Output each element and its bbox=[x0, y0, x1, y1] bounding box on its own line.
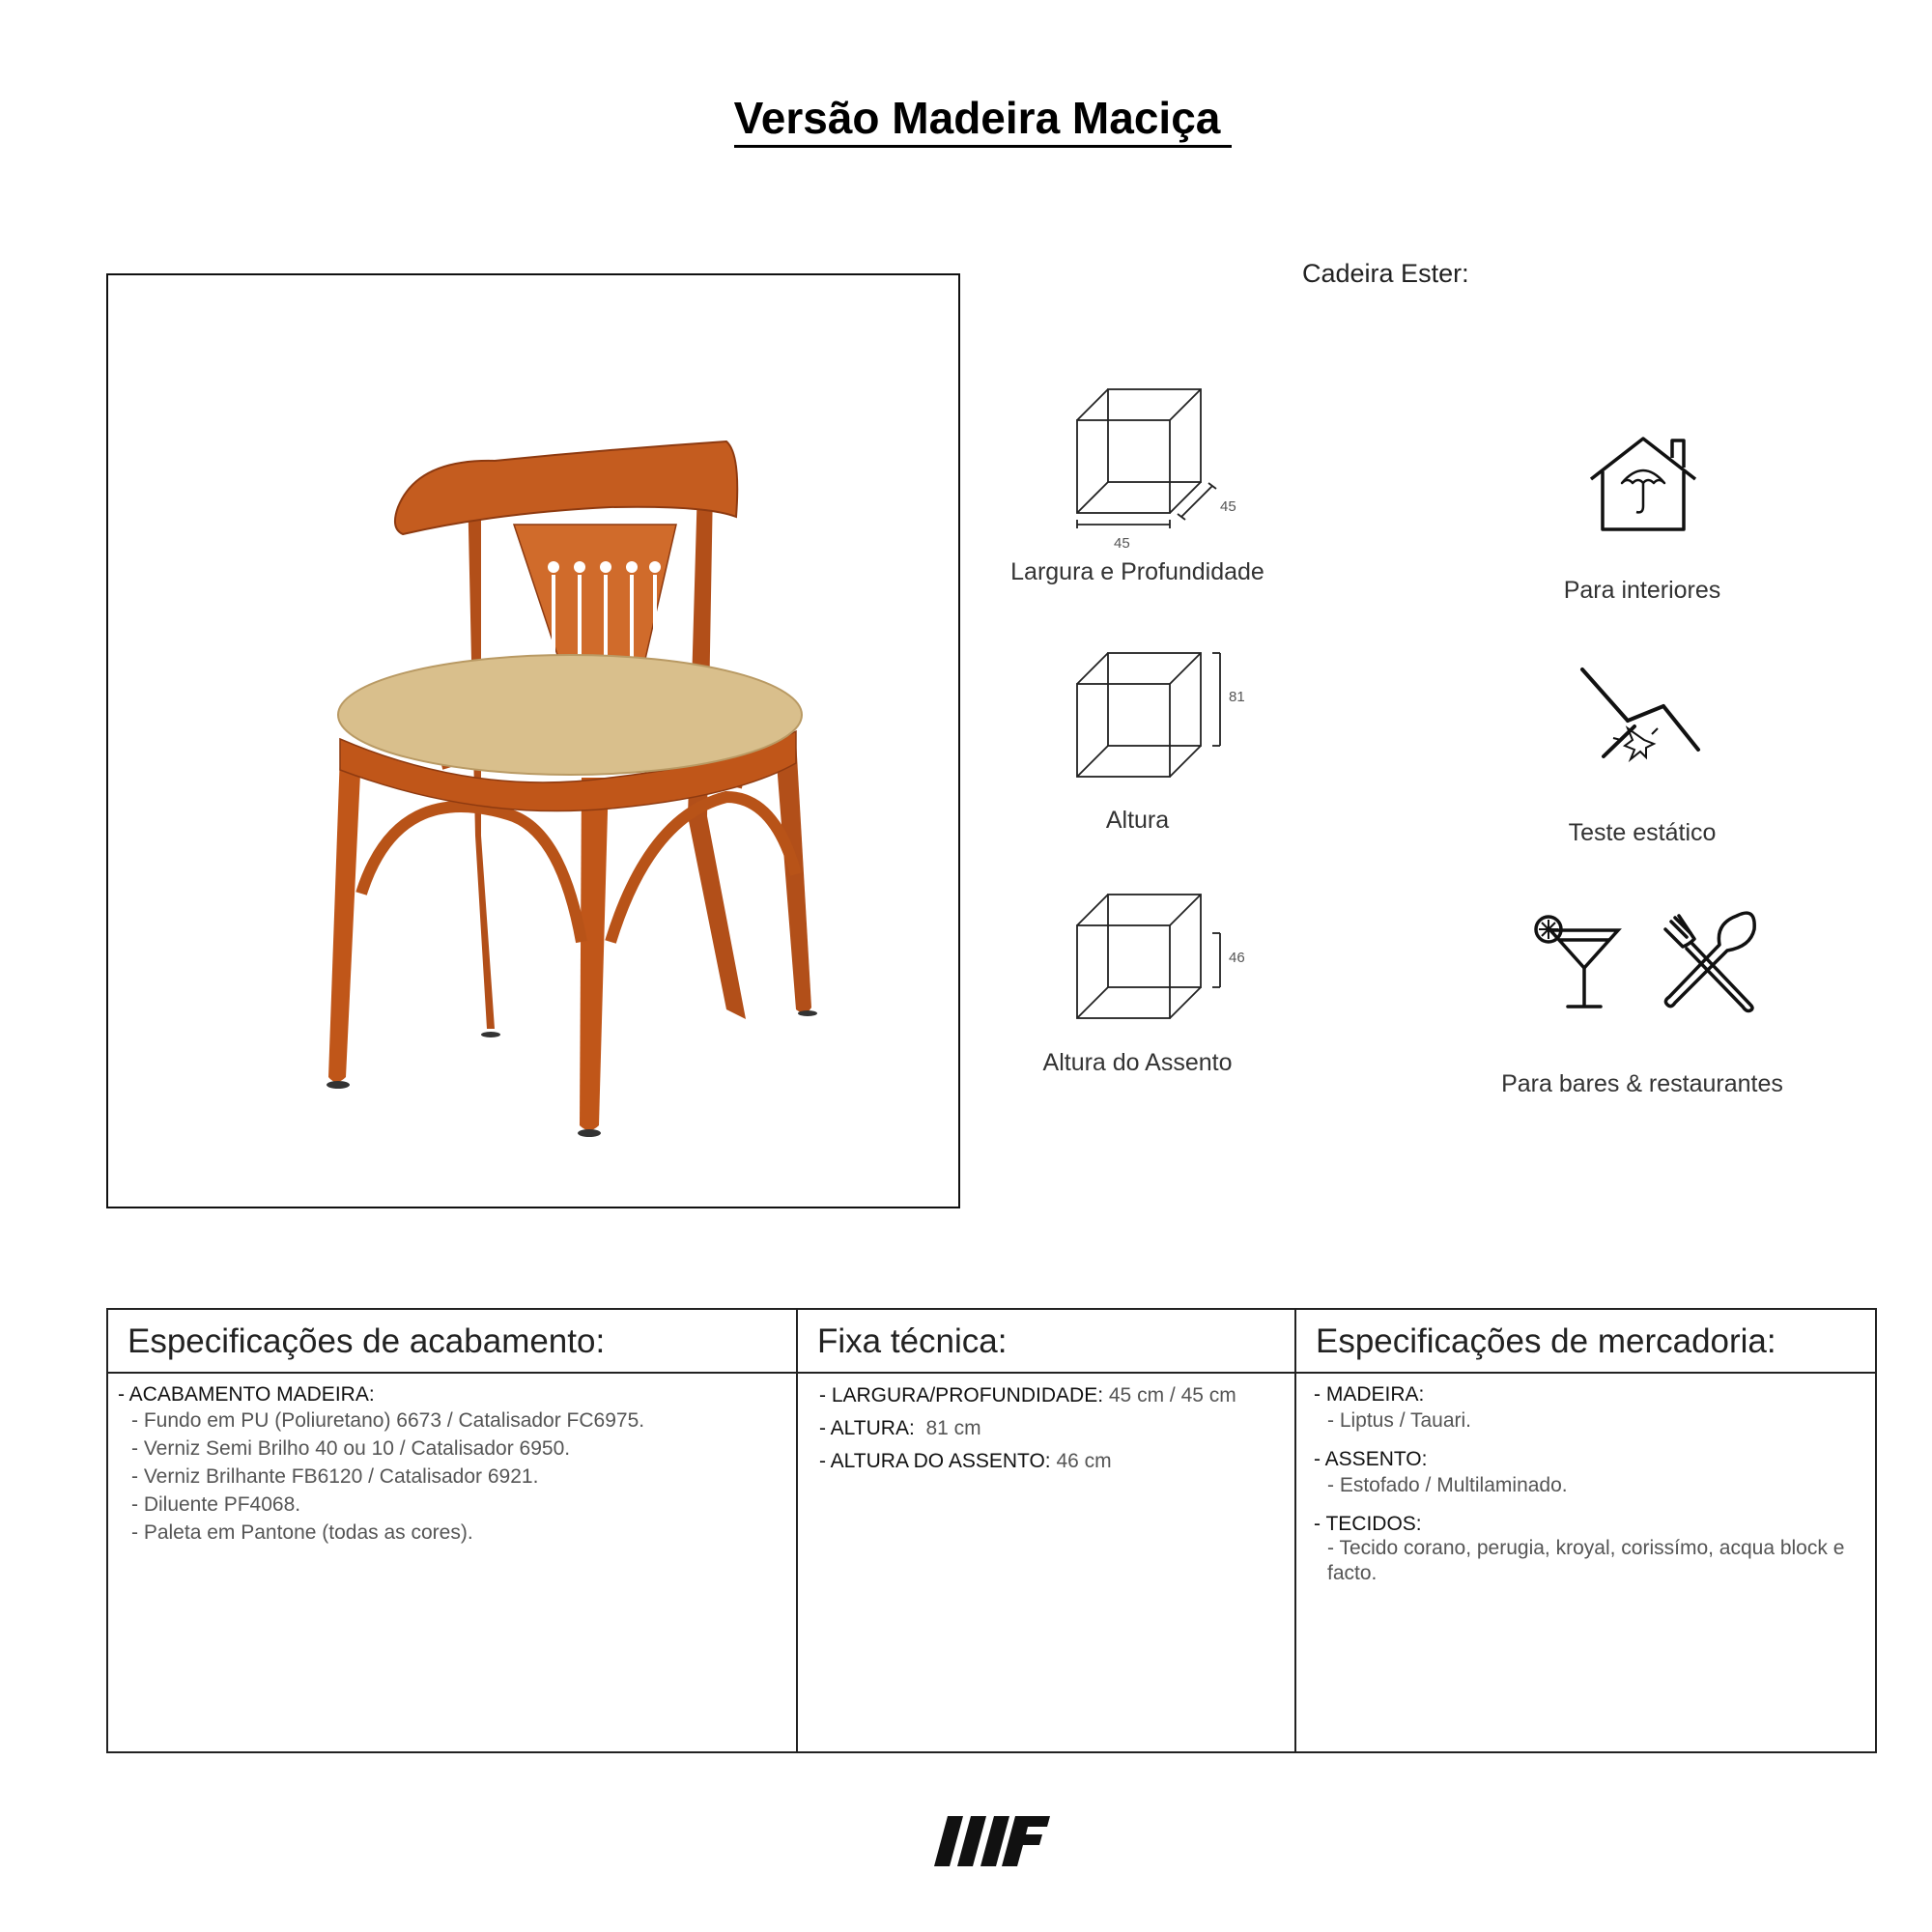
technical-value: 45 cm / 45 cm bbox=[1108, 1384, 1236, 1406]
finishing-item: - Verniz Brilhante FB6120 / Catalisador 6921. bbox=[131, 1465, 539, 1488]
dimension-label-height: Altura bbox=[1105, 807, 1170, 834]
technical-column bbox=[796, 1310, 1296, 1751]
merchandise-key: - ASSENTO: bbox=[1314, 1448, 1428, 1470]
merchandise-key: - TECIDOS: bbox=[1314, 1513, 1422, 1535]
cube-height-icon bbox=[1067, 645, 1270, 790]
spec-table bbox=[106, 1308, 1877, 1753]
page-title: Versão Madeira Maciça bbox=[0, 92, 1932, 144]
finishing-item: - Paleta em Pantone (todas as cores). bbox=[131, 1521, 473, 1544]
technical-value: 46 cm bbox=[1056, 1450, 1112, 1472]
finishing-section-title: - ACABAMENTO MADEIRA: bbox=[118, 1383, 375, 1406]
technical-row bbox=[819, 1447, 1287, 1476]
technical-row bbox=[819, 1414, 1287, 1443]
feature-label-indoor: Para interiores bbox=[1563, 577, 1721, 604]
merchandise-item: - Liptus / Tauari. bbox=[1327, 1409, 1472, 1432]
technical-key: - ALTURA DO ASSENTO: bbox=[819, 1450, 1051, 1472]
width-value: 45 bbox=[1114, 535, 1130, 551]
dimension-label-width-depth: Largura e Profundidade bbox=[1010, 558, 1264, 585]
finishing-heading: Especificações de acabamento: bbox=[108, 1310, 796, 1374]
merchandise-key: - MADEIRA: bbox=[1314, 1383, 1425, 1406]
brand-logo-icon bbox=[934, 1816, 1050, 1866]
merchandise-item: - Tecido corano, perugia, kroyal, corissímo, acqua block e facto. bbox=[1327, 1537, 1845, 1584]
technical-heading: Fixa técnica: bbox=[798, 1310, 1296, 1374]
finishing-item: - Diluente PF4068. bbox=[131, 1493, 301, 1516]
feature-label-static-test: Teste estático bbox=[1568, 819, 1717, 846]
seat-height-value: 46 bbox=[1229, 950, 1245, 966]
finishing-column bbox=[108, 1310, 796, 1751]
finishing-item: - Verniz Semi Brilho 40 ou 10 / Catalisador 6950. bbox=[131, 1437, 571, 1460]
dimension-label-seat-height: Altura do Assento bbox=[1042, 1049, 1233, 1076]
technical-key: - ALTURA: bbox=[819, 1417, 915, 1439]
cube-width-depth-icon bbox=[1067, 382, 1265, 551]
merchandise-column bbox=[1294, 1310, 1875, 1751]
technical-value: 81 cm bbox=[925, 1417, 981, 1439]
chair-image bbox=[108, 275, 958, 1207]
technical-key: - LARGURA/PROFUNDIDADE: bbox=[819, 1384, 1104, 1406]
house-umbrella-icon bbox=[1587, 433, 1698, 534]
height-value: 81 bbox=[1229, 689, 1245, 705]
feature-label-bars-restaurants: Para bares & restaurantes bbox=[1501, 1070, 1783, 1097]
finishing-item: - Fundo em PU (Poliuretano) 6673 / Catalisador FC6975. bbox=[131, 1409, 645, 1432]
depth-value: 45 bbox=[1220, 498, 1236, 515]
cocktail-icon bbox=[1531, 908, 1633, 1014]
cube-seat-height-icon bbox=[1067, 887, 1270, 1032]
product-photo-frame bbox=[106, 273, 960, 1208]
chair-impact-icon bbox=[1575, 665, 1710, 771]
technical-row bbox=[819, 1381, 1287, 1410]
fork-spoon-icon bbox=[1660, 908, 1761, 1014]
merchandise-item: - Estofado / Multilaminado. bbox=[1327, 1474, 1568, 1496]
merchandise-heading: Especificações de mercadoria: bbox=[1296, 1310, 1875, 1374]
product-name: Cadeira Ester: bbox=[1302, 259, 1469, 288]
